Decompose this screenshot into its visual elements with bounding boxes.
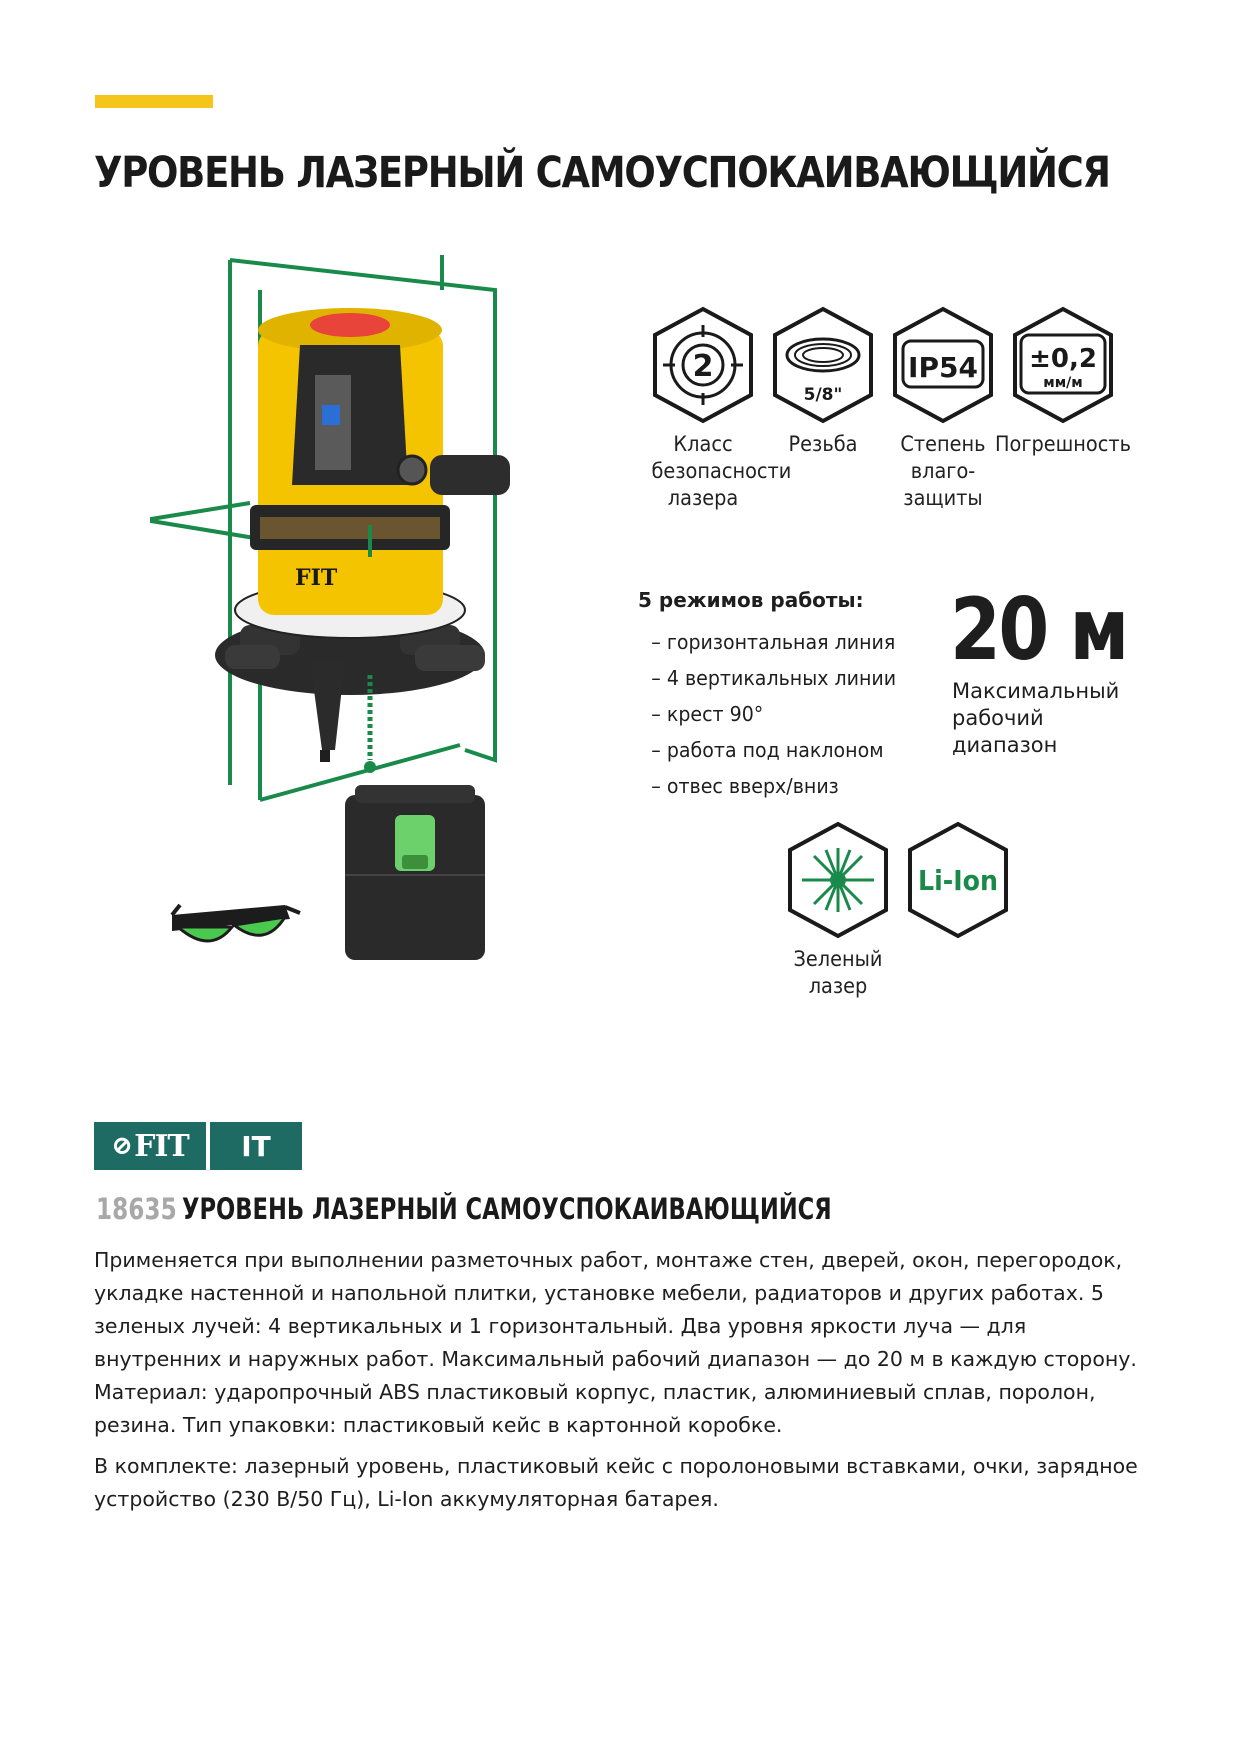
li-ion-text: Li-Ion [918, 864, 998, 897]
badge-thread [767, 305, 879, 458]
badge-ip-rating [887, 305, 999, 512]
mode-item: – горизонтальная линия [651, 630, 896, 654]
accent-bar [95, 95, 213, 108]
mode-item: – крест 90° [651, 702, 764, 726]
thread-size: 5/8" [803, 385, 843, 405]
mode-item: – работа под наклоном [651, 738, 884, 762]
brand-suffix: IT [210, 1122, 302, 1170]
badge-laser-class [647, 305, 792, 512]
level-body [250, 308, 510, 615]
product-sku: 18635 [96, 1192, 177, 1226]
laser-class-icon [647, 305, 759, 425]
thread-icon [767, 305, 879, 425]
accuracy-icon [1007, 305, 1119, 425]
accuracy-unit: мм/м [1043, 375, 1083, 391]
laser-level-image [150, 255, 570, 1075]
modes-list [638, 624, 910, 804]
accuracy-value: ±0,2 [1029, 344, 1097, 374]
laser-class-value: 2 [692, 349, 714, 384]
range-value: 20 м [950, 580, 1127, 680]
modes-section [638, 588, 910, 804]
range-label: Максимальный рабочий диапазон [952, 679, 1120, 757]
product-heading [96, 1192, 1015, 1226]
badge-green-laser [782, 820, 894, 1000]
product-description: Применяется при выполнении разметочных работ, монтаже стен, дверей, окон, перегородок, укладке настенной и напольной плитки, установке мебели, радиаторов и других работах. 5 зеленых лучей: 4 вертикальных и 1 горизонтальный. Два уровня яркости луча — для внутренних и наружных работ. Максимальный рабочий диапазон — до 20 м в каждую сторону. Материал: ударопрочный ABS пластиковый корпус, пластик, алюминиевый сплав, поролон, резина. Тип упаковки: пластиковый кейс в картонной коробке. [94, 1248, 1137, 1437]
badge-label: Резьба [788, 432, 858, 456]
brand-logo [94, 1122, 206, 1170]
badge-li-ion [902, 820, 1014, 940]
carry-case [345, 785, 485, 960]
safety-glasses [172, 905, 300, 941]
badge-label: Степень влаго- защиты [900, 432, 986, 510]
badge-label: Класс безопасности лазера [651, 432, 792, 510]
product-name: УРОВЕНЬ ЛАЗЕРНЫЙ САМОУСПОКАИВАЮЩИЙСЯ [182, 1192, 832, 1226]
badge-label: Зеленый лазер [793, 947, 883, 998]
li-ion-icon [902, 820, 1014, 940]
badge-accuracy [994, 305, 1132, 458]
green-laser-icon [782, 820, 894, 940]
mode-item: – 4 вертикальных линии [651, 666, 897, 690]
mode-item: – отвес вверх/вниз [651, 774, 839, 798]
brand-logo-text: FIT [134, 1128, 189, 1164]
ip-rating-value: IP54 [908, 351, 978, 384]
ip-rating-icon [887, 305, 999, 425]
brand-mark-icon: ⊘ [111, 1131, 133, 1161]
page-title: УРОВЕНЬ ЛАЗЕРНЫЙ САМОУСПОКАИВАЮЩИЙСЯ [94, 148, 1110, 198]
badge-label: Погрешность [994, 432, 1132, 456]
product-illustration [150, 255, 570, 1075]
product-kit: В комплекте: лазерный уровень, пластиковый кейс с поролоновыми вставками, очки, зарядное устройство (230 В/50 Гц), Li-Ion аккумуляторная батарея. [94, 1454, 1138, 1511]
brand-bar [94, 1122, 302, 1170]
modes-title: 5 режимов работы: [638, 588, 864, 612]
product-brand-text: FIT [295, 565, 338, 591]
